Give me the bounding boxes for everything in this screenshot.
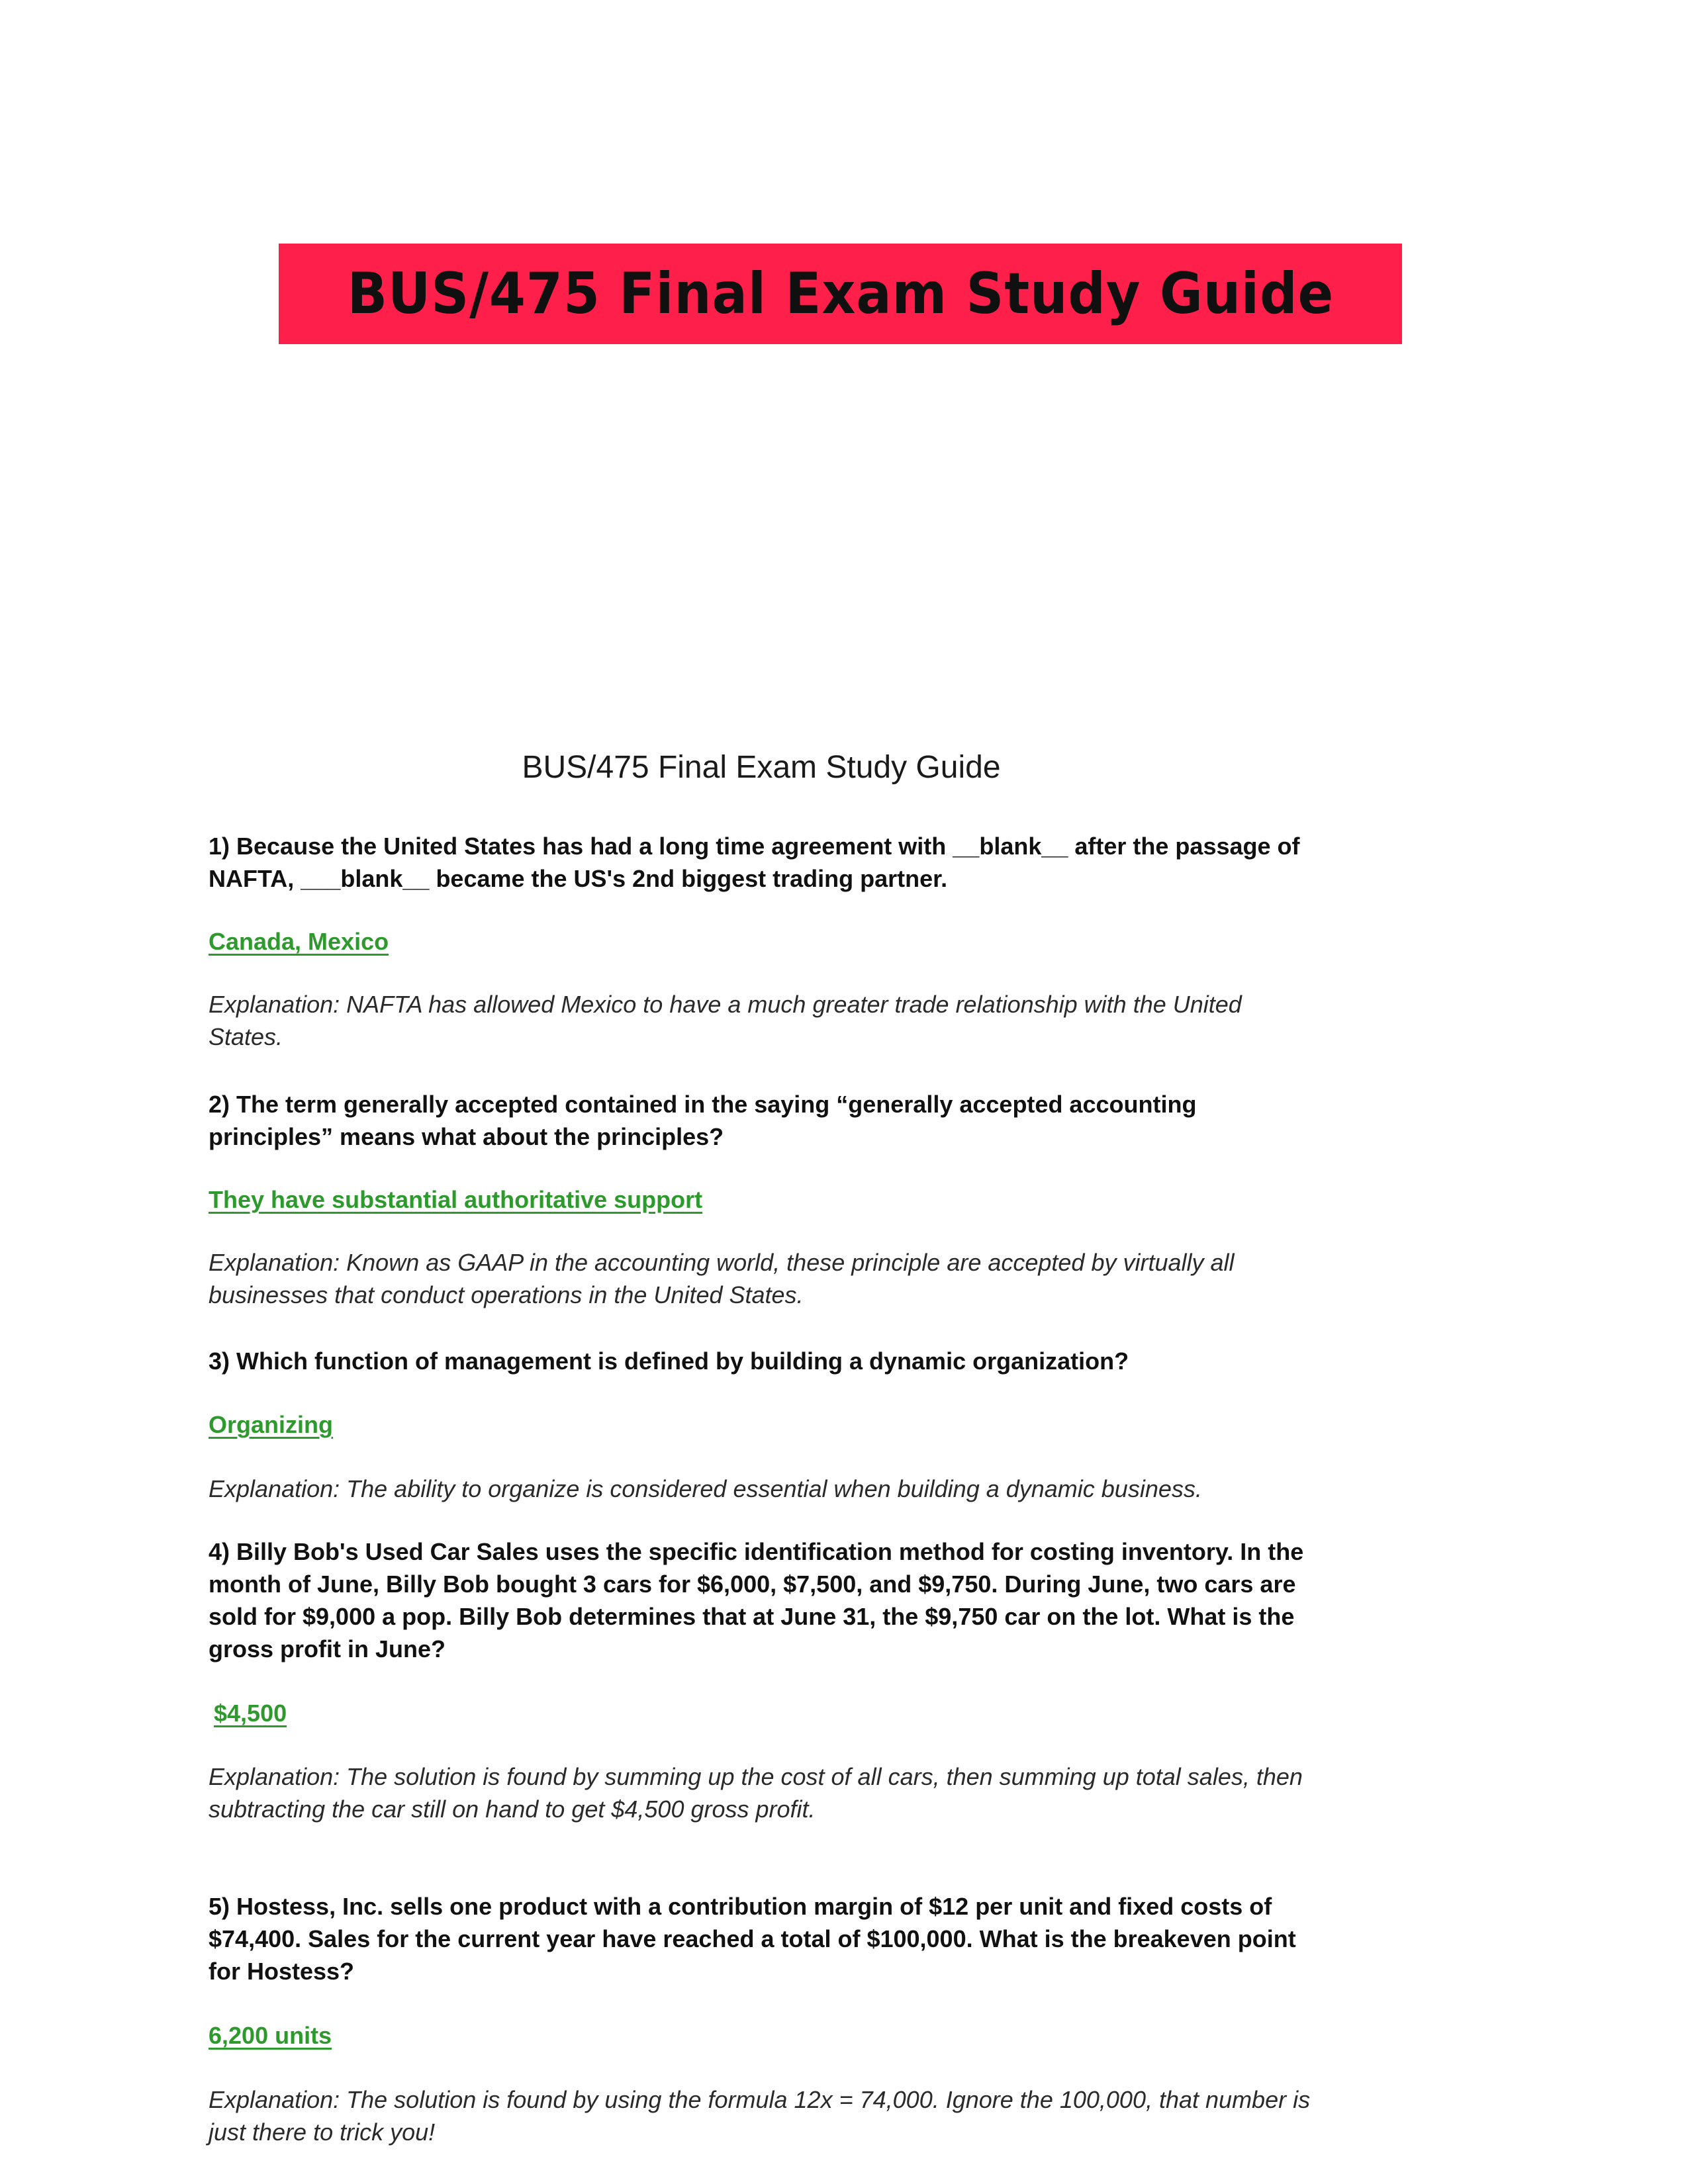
explanation-block-3 — [209, 1473, 1321, 1505]
answer-text: Organizing — [209, 1411, 333, 1438]
explanation-text: Explanation: NAFTA has allowed Mexico to have a much greater trade relationship with the United States. — [209, 991, 1242, 1050]
question-text: 2) The term generally accepted contained in the saying “generally accepted accounting principles” means what about the principles? — [209, 1091, 1197, 1150]
answer-block-3 — [209, 1408, 1321, 1441]
banner-title: BUS/475 Final Exam Study Guide — [347, 261, 1334, 327]
question-block-1 — [209, 830, 1321, 895]
answer-block-1 — [209, 925, 1321, 958]
question-text: 1) Because the United States has had a long time agreement with __blank__ after the passage of NAFTA, ___blank__ became the US's 2nd biggest trading partner. — [209, 833, 1300, 892]
answer-block-4 — [209, 1697, 1321, 1729]
question-block-4 — [209, 1535, 1321, 1665]
document-title: BUS/475 Final Exam Study Guide — [522, 750, 1001, 785]
answer-block-2 — [209, 1183, 1321, 1216]
question-text: 5) Hostess, Inc. sells one product with a contribution margin of $12 per unit and fixed costs of $74,400. Sales for the current year have reached a total of $100,000. What is the breakeven point for Hostess? — [209, 1893, 1296, 1985]
answer-text: $4,500 — [214, 1700, 287, 1727]
question-block-3 — [209, 1345, 1321, 1377]
explanation-block-2 — [209, 1246, 1321, 1311]
title-banner — [279, 244, 1402, 344]
answer-text: 6,200 units — [209, 2022, 332, 2049]
question-text: 4) Billy Bob's Used Car Sales uses the specific identification method for costing inventory. In the month of June, Billy Bob bought 3 cars for $6,000, $7,500, and $9,750. During June, two cars are sold for $9,000 a pop. Billy Bob determines that at June 31, the $9,750 car on the lot. What is the gross profit in June? — [209, 1538, 1304, 1662]
explanation-block-5 — [209, 2083, 1321, 2148]
question-block-2 — [209, 1088, 1321, 1153]
question-text: 3) Which function of management is defined by building a dynamic organization? — [209, 1347, 1129, 1375]
explanation-text: Explanation: The solution is found by summing up the cost of all cars, then summing up total sales, then subtracting the car still on hand to get $4,500 gross profit. — [209, 1763, 1303, 1823]
explanation-text: Explanation: Known as GAAP in the accounting world, these principle are accepted by virtually all businesses that conduct operations in the United States. — [209, 1249, 1235, 1308]
explanation-block-4 — [209, 1760, 1321, 1825]
answer-text: Canada, Mexico — [209, 928, 389, 955]
explanation-text: Explanation: The solution is found by using the formula 12x = 74,000. Ignore the 100,000, that number is just there to trick you! — [209, 2086, 1311, 2146]
answer-text: They have substantial authoritative support — [209, 1186, 703, 1213]
explanation-block-1 — [209, 988, 1321, 1053]
question-block-5 — [209, 1890, 1321, 1987]
answer-block-5 — [209, 2019, 1321, 2052]
explanation-text: Explanation: The ability to organize is considered essential when building a dynamic business. — [209, 1475, 1202, 1502]
